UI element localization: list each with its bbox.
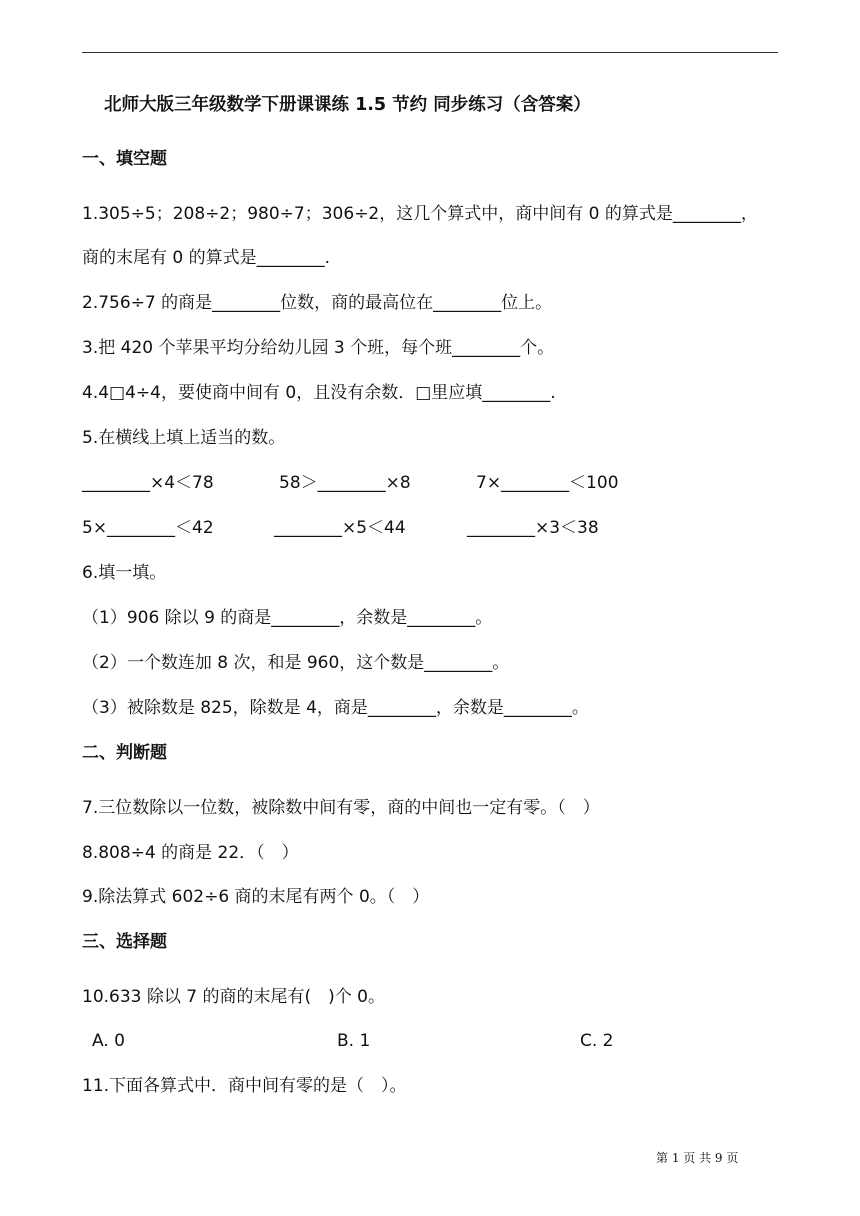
question-5-item: ________×5＜44 — [274, 518, 406, 538]
question-5-item: ________×4＜78 — [82, 473, 214, 493]
question-10: 10.633 除以 7 的商的末尾有( )个 0。 — [82, 987, 385, 1007]
question-1-line-2: 商的末尾有 0 的算式是________. — [82, 248, 331, 268]
question-7: 7.三位数除以一位数，被除数中间有零，商的中间也一定有零。（ ） — [82, 798, 600, 818]
question-4: 4.4□4÷4，要使商中间有 0，且没有余数．□里应填________. — [82, 383, 556, 403]
document-title: 北师大版三年级数学下册课课练 1.5 节约 同步练习（含答案） — [104, 95, 591, 115]
question-5-item: ________×3＜38 — [467, 518, 599, 538]
option-b: B. 1 — [337, 1031, 371, 1051]
question-1-line-1: 1.305÷5；208÷2；980÷7；306÷2，这几个算式中，商中间有 0 的算式是________， — [82, 204, 758, 224]
option-a: A. 0 — [92, 1031, 125, 1051]
question-6-part-2: （2）一个数连加 8 次，和是 960，这个数是________。 — [82, 653, 510, 673]
question-9: 9.除法算式 602÷6 商的末尾有两个 0。（ ） — [82, 887, 430, 907]
question-5-item: 7×________＜100 — [476, 473, 619, 493]
section-heading-fill-in: 一、填空题 — [82, 149, 167, 169]
question-6-part-1: （1）906 除以 9 的商是________，余数是________。 — [82, 608, 493, 628]
question-5-item: 5×________＜42 — [82, 518, 214, 538]
question-3: 3.把 420 个苹果平均分给幼儿园 3 个班，每个班________个。 — [82, 338, 555, 358]
question-2: 2.756÷7 的商是________位数，商的最高位在________位上。 — [82, 293, 553, 313]
header-rule — [82, 52, 778, 53]
page-footer: 第 1 页 共 9 页 — [656, 1151, 739, 1165]
question-5: 5.在横线上填上适当的数。 — [82, 428, 286, 448]
question-5-item: 58＞________×8 — [279, 473, 411, 493]
question-6: 6.填一填。 — [82, 563, 167, 583]
question-11: 11.下面各算式中．商中间有零的是（ ）。 — [82, 1076, 407, 1096]
section-heading-multiple-choice: 三、选择题 — [82, 932, 167, 952]
option-c: C. 2 — [580, 1031, 614, 1051]
section-heading-true-false: 二、判断题 — [82, 743, 167, 763]
question-8: 8.808÷4 的商是 22．（ ） — [82, 843, 299, 863]
question-6-part-3: （3）被除数是 825，除数是 4，商是________，余数是________。 — [82, 698, 589, 718]
